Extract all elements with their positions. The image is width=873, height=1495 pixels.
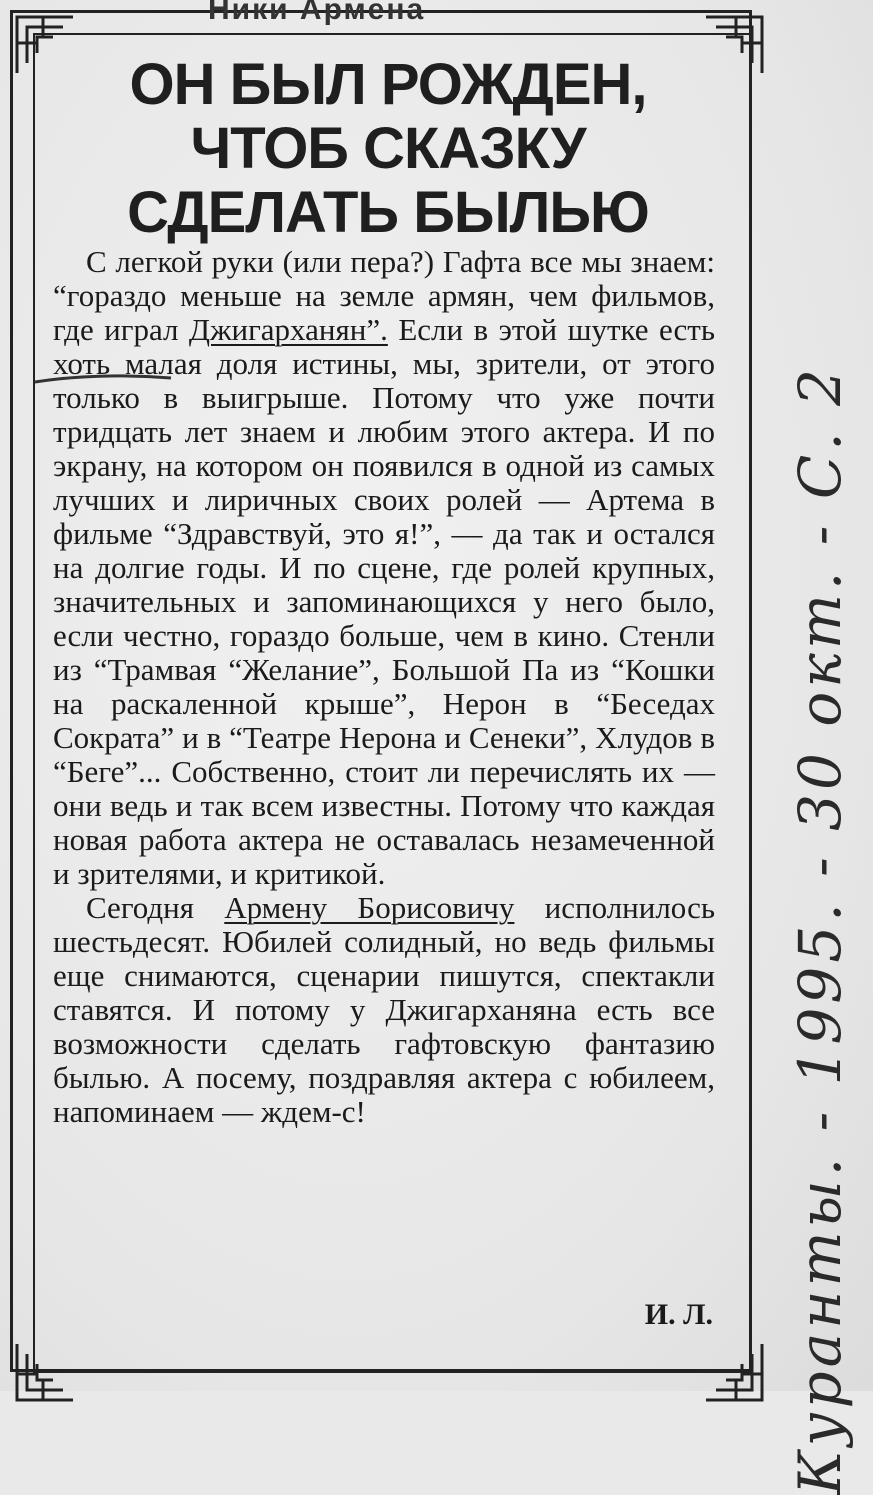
paragraph-text: С легкой руки (или пера?) Гафта все мы знаем: “гораздо меньше на земле армян, чем фильмов, где играл [53,244,715,347]
paragraph-text: исполнилось шестьдесят. Юбилей солидный, но ведь фильмы еще снимаются, сценарии пишутся, спектакли ставятся. И потому у Джигарханяна есть все возможности сделать гафтовскую фантазию былью. А посему, поздравляя актера с юбилеем, напоминаем — ждем-с! [53,890,715,1129]
author-signature: И. Л. [644,1298,713,1331]
headline-line: СДЕЛАТЬ БЫЛЬЮ [127,180,649,245]
paragraph-text: Сегодня [86,890,225,925]
paragraph [53,245,715,891]
underlined-text: Армену Борисовичу [224,890,515,925]
ink-underline-stroke [33,368,173,388]
headline [53,53,723,245]
corner-ornament-icon [696,1334,766,1404]
headline-line: ЧТОБ СКАЗКУ [190,116,586,181]
corner-ornament-icon [13,1334,83,1404]
handwritten-source-note [770,365,870,1495]
underlined-text: Джигарханян”. [188,312,388,347]
ornamental-border [10,0,752,1372]
paragraph-text: Если в этой шутке есть хоть малая доля истины, мы, зрители, от этого только в выигрыше. Потому что уже почти тридцать лет знаем и любим этого актера. И по экрану, на котором он появился в одной из самых лучших и лиричных своих ролей — Артема в фильме “Здравствуй, это я!”, — да так и остался на долгие годы. И по сцене, где ролей крупных, значительных и запоминающихся у него было, если честно, гораздо больше, чем в кино. Стенли из “Трамвая “Желание”, Большой Па из “Кошки на раскаленной крыше”, Нерон в “Беседах Сократа” и в “Театре Нерона и Сенеки”, Хлудов в “Беге”... Собственно, стоит ли перечислять их — они ведь и так всем известны. Потому что каждая новая работа актера не оставалась незамеченной и зрителями, и критикой. [53,312,715,891]
headline-line: ОН БЫЛ РОЖДЕН, [129,52,647,117]
paragraph [53,891,715,1129]
handwritten-text: Куранты. - 1995. - 30 окт. - С. 2 [786,365,854,1495]
cut-off-header: Ники Армена [208,0,426,26]
